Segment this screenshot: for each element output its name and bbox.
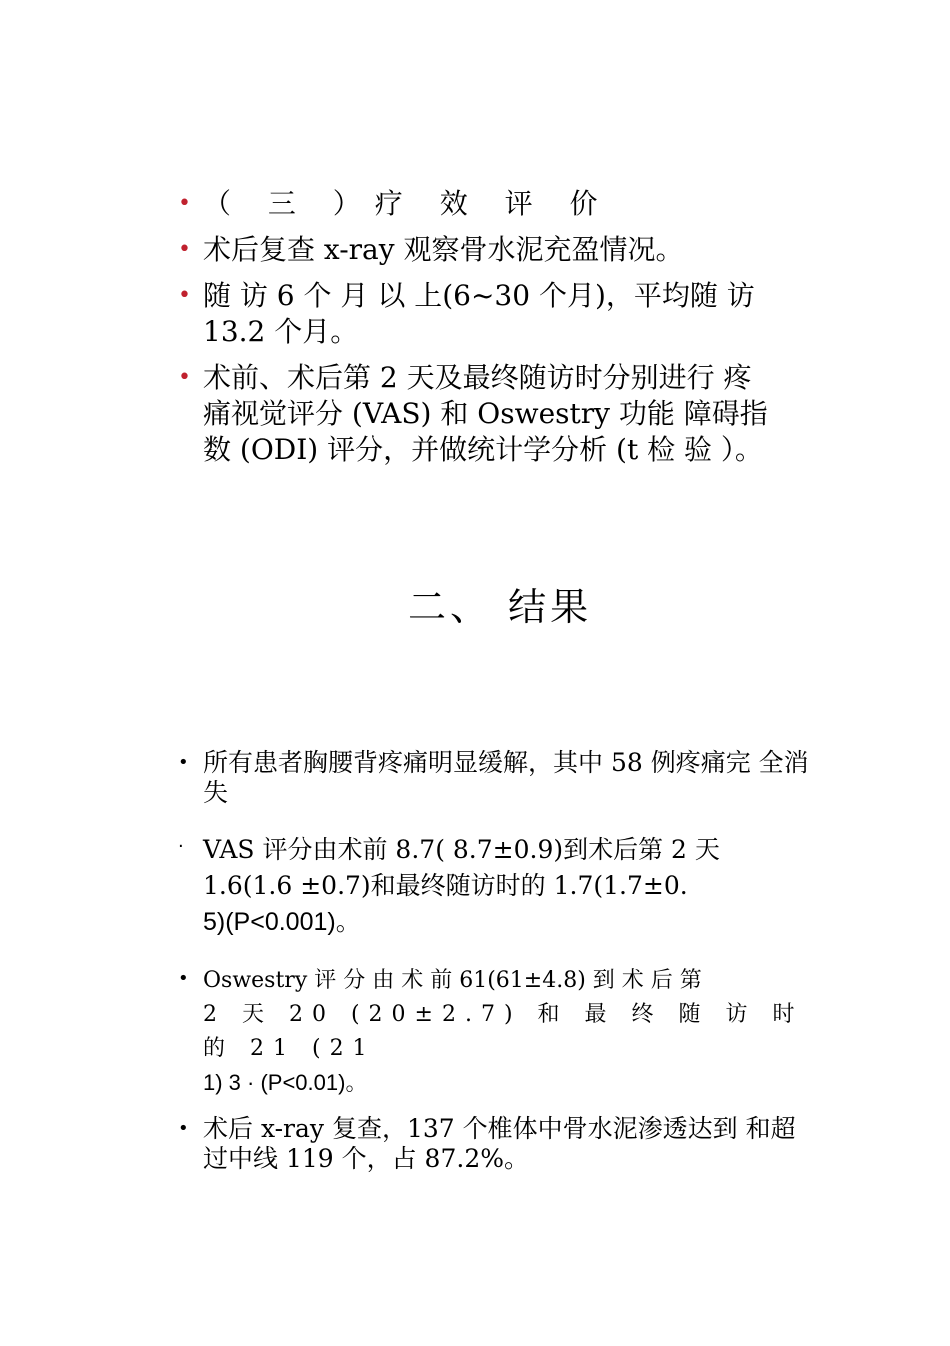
section-heading: 二、 结果	[408, 585, 593, 629]
list-item-text: 术后 x-ray 复查，137 个椎体中骨水泥渗透达到 和超过中线 119 个，占 87.2%。	[203, 1114, 796, 1173]
vas-line-2: 1.6(1.6 ±0.7)和最终随访时的 1.7(1.7±0.	[203, 871, 688, 900]
list-item-text: 术后复查 x-ray 观察骨水泥充盈情况。	[203, 233, 684, 266]
list-item	[178, 278, 778, 350]
list-item	[178, 360, 778, 468]
list-item	[178, 964, 818, 1100]
bullet-icon: •	[178, 1118, 189, 1139]
bullet-icon: •	[178, 191, 191, 216]
bullet-icon: •	[178, 365, 191, 390]
bullet-icon: •	[178, 237, 191, 262]
list-item	[178, 232, 778, 268]
list-item-text: 所有患者胸腰背疼痛明显缓解，其中 58 例疼痛完 全消失	[203, 748, 809, 807]
bullet-icon: ·	[178, 836, 184, 857]
list-item	[178, 832, 818, 940]
bullet-icon: •	[178, 968, 189, 989]
odi-line-3: 1) 3 · (P<0.01)。	[203, 1070, 368, 1095]
list-item	[178, 1114, 818, 1174]
list-item-text: 术前、术后第 2 天及最终随访时分别进行 疼痛视觉评分 (VAS) 和 Oswestry 功能 障碍指数 (ODI) 评分，并做统计学分析 (t 检 验 ）。	[203, 361, 768, 466]
methods-list	[178, 186, 778, 478]
odi-line-1: Oswestry 评 分 由 术 前 61(61±4.8) 到 术 后 第	[203, 968, 702, 993]
odi-line-2: 2 天 20 (20±2.7) 和 最 终 随 访 时 的 21 (21	[203, 1002, 804, 1061]
bullet-icon: •	[178, 283, 191, 308]
subsection-title: （ 三 ）疗 效 评 价	[203, 187, 612, 220]
list-item	[178, 186, 778, 222]
results-list	[178, 748, 818, 1174]
vas-line-1: VAS 评分由术前 8.7( 8.7±0.9)到术后第 2 天	[203, 835, 720, 864]
vas-line-3: 5)(P<0.001)。	[203, 908, 361, 936]
bullet-icon: •	[178, 752, 189, 773]
list-item	[178, 748, 818, 808]
list-item-text: 随 访 6 个 月 以 上(6~30 个月)，平均随 访 13.2 个月。	[203, 279, 755, 348]
